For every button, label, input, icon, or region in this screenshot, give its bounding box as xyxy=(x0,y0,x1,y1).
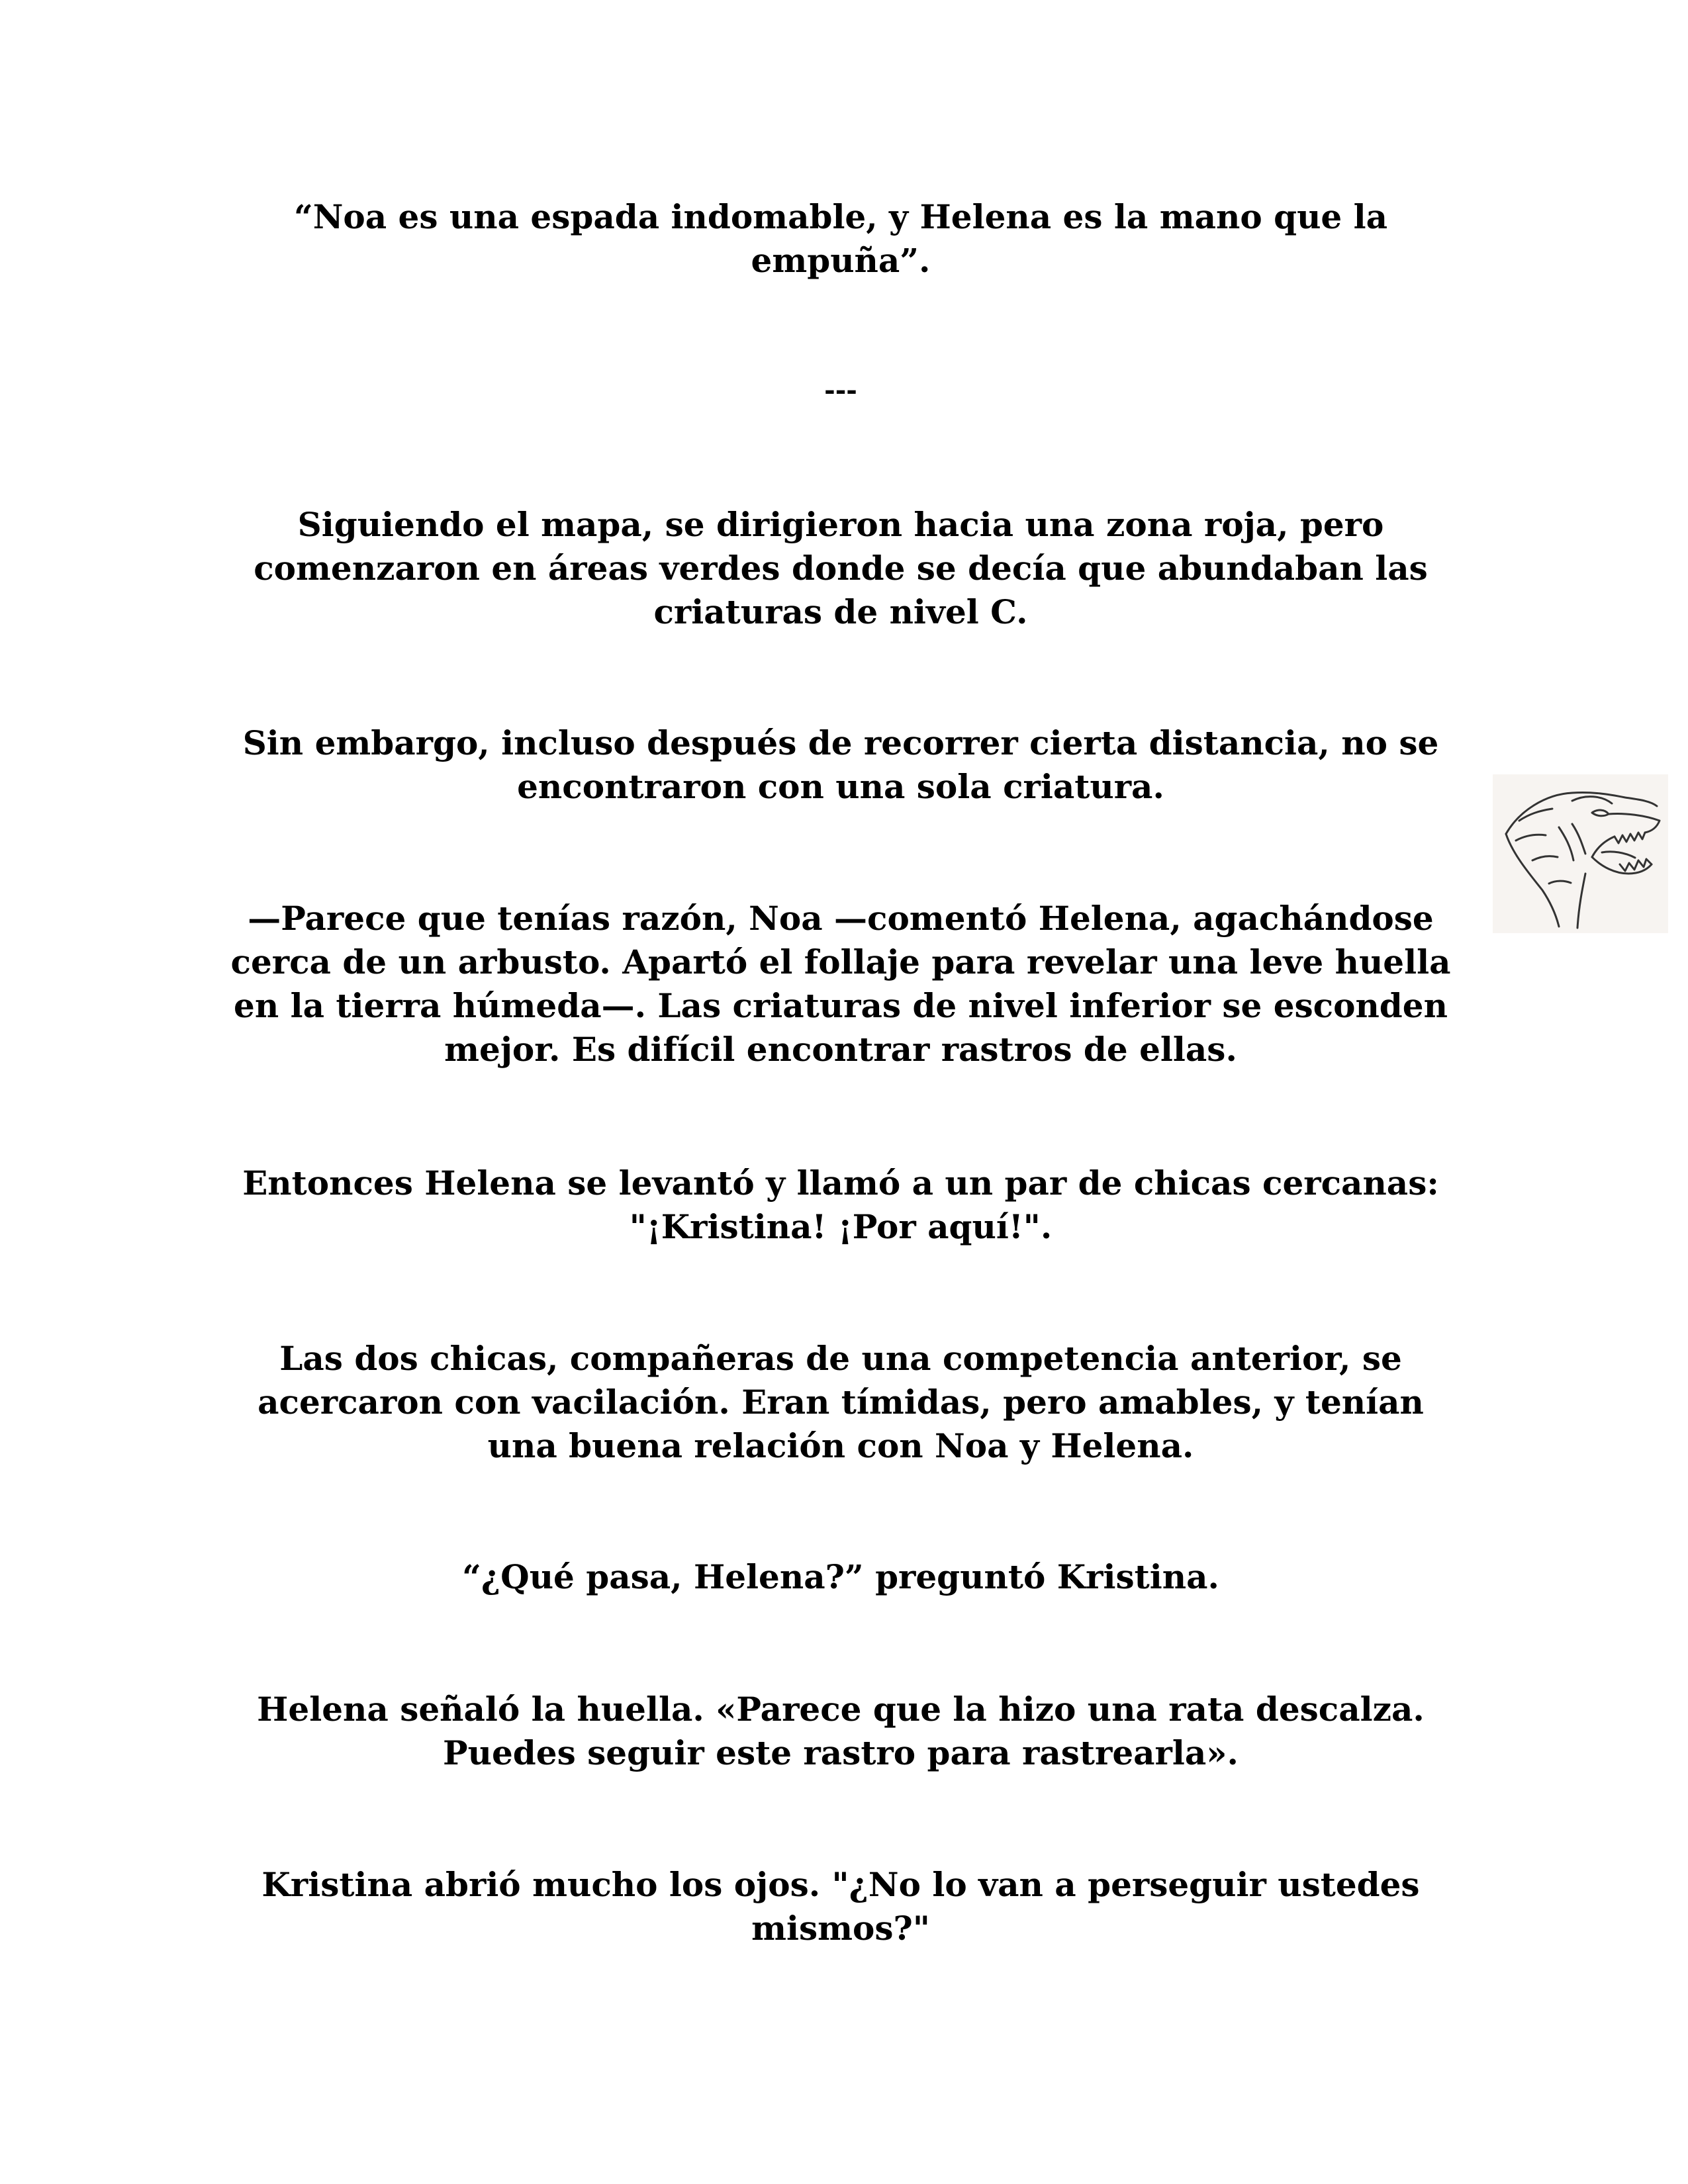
section-separator: --- xyxy=(824,375,857,406)
paragraph-two-girls: Las dos chicas, compañeras de una competencia anterior, se acercaron con vacilación. Eran tímidas, pero amables, y tenían una buena relación con Noa y Helena. xyxy=(258,1339,1424,1465)
paragraph-no-creatures: Sin embargo, incluso después de recorrer cierta distancia, no se encontraron con una sola criatura. xyxy=(242,723,1439,806)
paragraph-helena-footprint: —Parece que tenías razón, Noa —comentó Helena, agachándose cerca de un arbusto. Apartó el follaje para revelar una leve huella en la tierra húmeda—. Las criaturas de nivel inferior se esconden mejor. Es difícil encontrar rastros de ellas. xyxy=(230,899,1451,1069)
paragraph-kristina-asks: “¿Qué pasa, Helena?” preguntó Kristina. xyxy=(462,1557,1219,1596)
paragraph-rat-footprint: Helena señaló la huella. «Parece que la hizo una rata descalza. Puedes seguir este rastro para rastrearla». xyxy=(257,1690,1425,1772)
paragraph-following-map: Siguiendo el mapa, se dirigieron hacia una zona roja, pero comenzaron en áreas verdes donde se decía que abundaban las criaturas de nivel C. xyxy=(254,505,1428,631)
epigraph-quote: “Noa es una espada indomable, y Helena es la mano que la empuña”. xyxy=(293,197,1388,280)
paragraph-helena-calls: Entonces Helena se levantó y llamó a un par de chicas cercanas: "¡Kristina! ¡Por aquí!". xyxy=(242,1163,1439,1246)
paragraph-kristina-surprised: Kristina abrió mucho los ojos. "¿No lo van a perseguir ustedes mismos?" xyxy=(261,1865,1420,1948)
dinosaur-head-sketch-icon xyxy=(1493,774,1668,933)
